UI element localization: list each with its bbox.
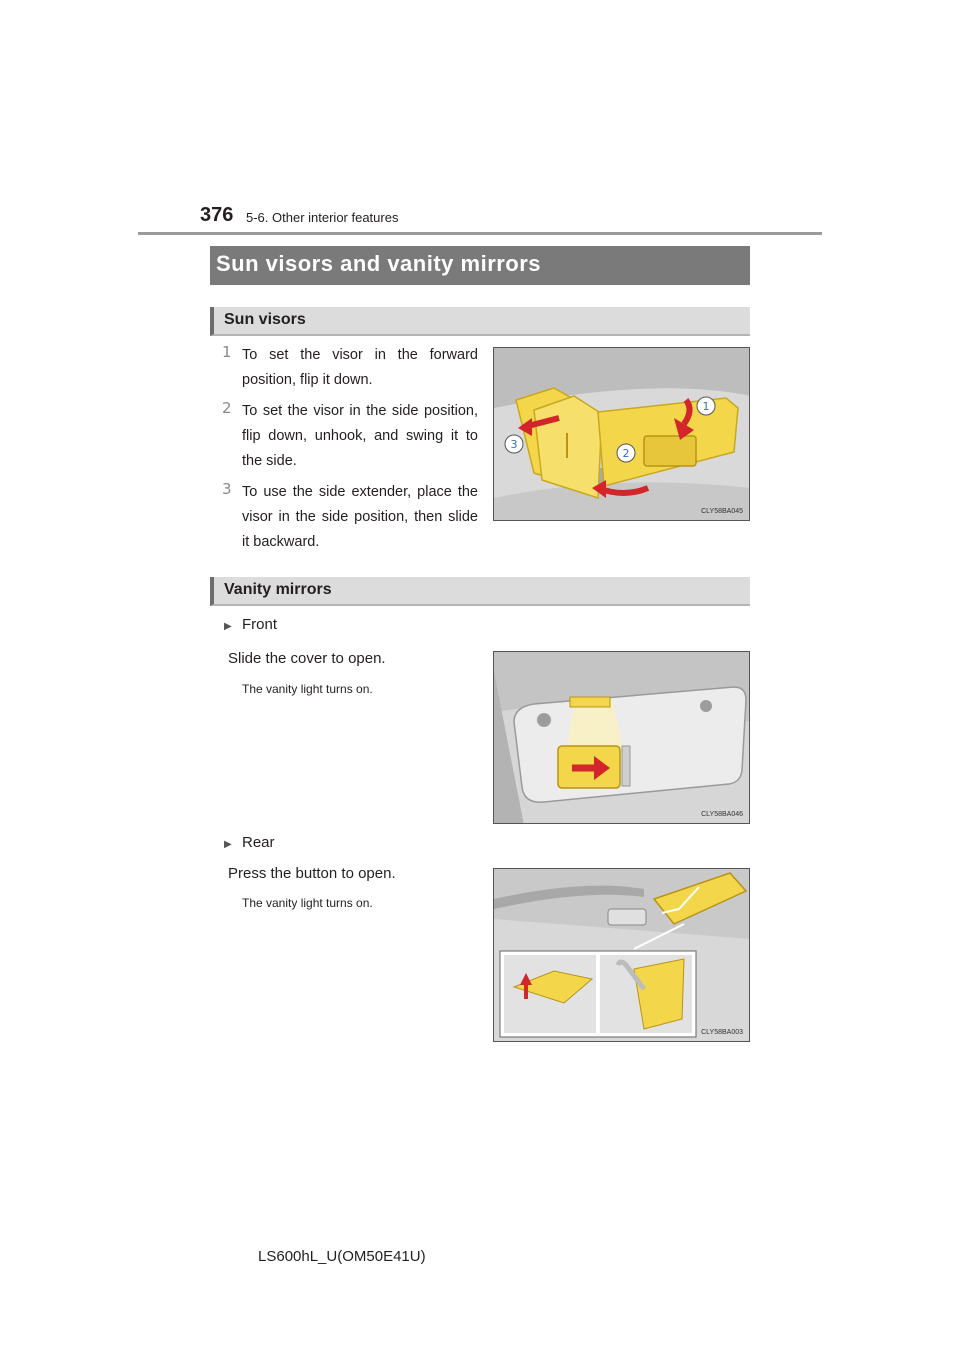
figure-code: CLY58BA045 <box>701 508 743 515</box>
rear-vanity-illustration <box>494 869 750 1042</box>
figure-code: CLY58BA046 <box>701 811 743 818</box>
step-2-text: To set the visor in the side position, flip down, unhook, and swing it to the side. <box>242 403 478 469</box>
header-rule <box>138 232 822 235</box>
rear-vanity-figure <box>493 868 750 1042</box>
bullet-arrow-icon: ▶ <box>224 839 232 850</box>
sun-visor-illustration <box>494 348 750 521</box>
callout-2: 2 <box>622 447 630 460</box>
sun-visors-heading-bar <box>210 307 750 336</box>
section-path: 5-6. Other interior features <box>246 210 399 225</box>
front-label: Front <box>242 616 278 633</box>
rear-bullet <box>224 834 275 851</box>
front-instruction: Slide the cover to open. <box>228 650 386 667</box>
callout-1: 1 <box>702 400 710 413</box>
sun-visor-figure <box>493 347 750 521</box>
figure-code: CLY58BA003 <box>701 1029 743 1036</box>
front-vanity-illustration <box>494 652 750 824</box>
step-3-text: To use the side extender, place the visor in the side position, then slide it backward. <box>242 484 478 550</box>
vanity-mirrors-heading: Vanity mirrors <box>224 581 332 598</box>
step-3-number: 3 <box>222 480 232 498</box>
rear-note: The vanity light turns on. <box>242 896 373 910</box>
callout-3: 3 <box>510 438 518 451</box>
page-number: 376 <box>200 204 234 226</box>
step-2-number: 2 <box>222 399 232 417</box>
rear-instruction: Press the button to open. <box>228 865 396 882</box>
step-1-text: To set the visor in the forward position, flip it down. <box>242 347 478 388</box>
bullet-arrow-icon: ▶ <box>224 621 232 632</box>
page-title: Sun visors and vanity mirrors <box>216 251 542 276</box>
front-note: The vanity light turns on. <box>242 682 373 696</box>
vanity-mirrors-heading-bar <box>210 577 750 606</box>
main-title-bar <box>210 246 750 285</box>
front-vanity-figure <box>493 651 750 824</box>
front-bullet <box>224 616 277 633</box>
step-1-number: 1 <box>222 343 232 361</box>
footer-model-code: LS600hL_U(OM50E41U) <box>258 1248 426 1265</box>
rear-label: Rear <box>242 834 275 851</box>
sun-visors-heading: Sun visors <box>224 311 306 328</box>
